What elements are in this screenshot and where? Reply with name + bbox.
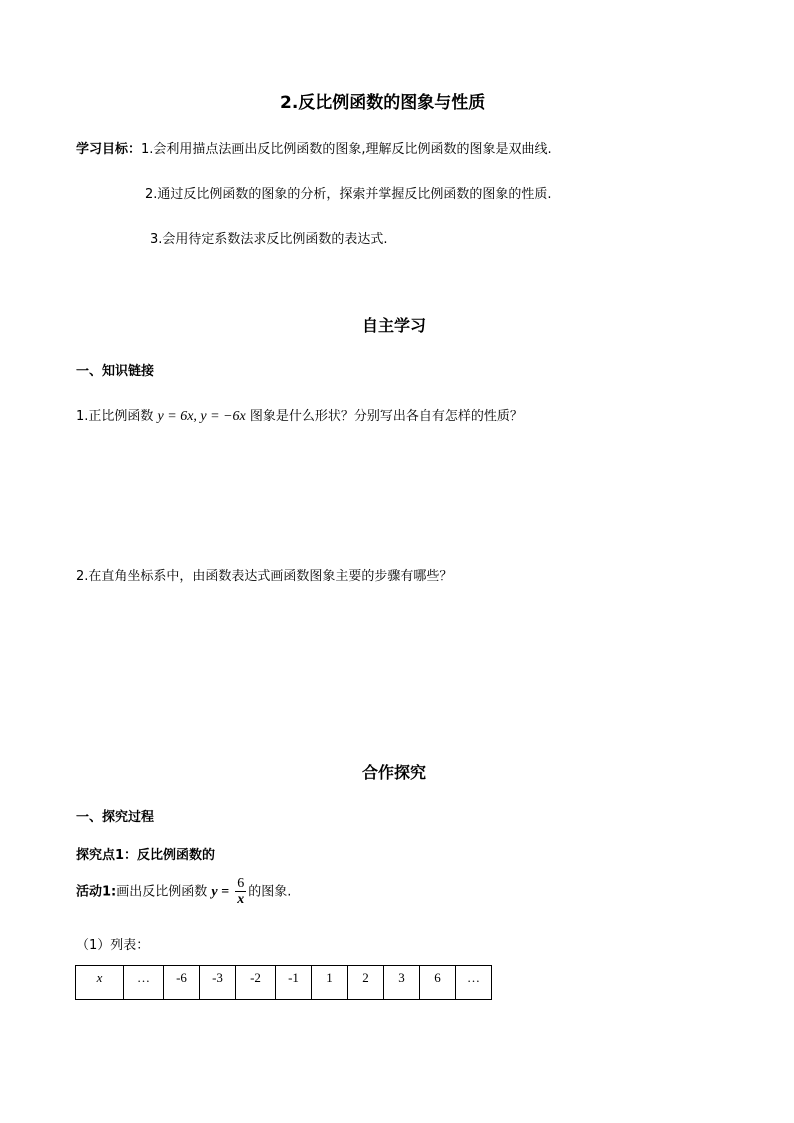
learning-goals-label: 学习目标： xyxy=(76,142,142,157)
activity-1-suffix: 的图象. xyxy=(248,884,292,900)
fraction-numerator: 6 xyxy=(237,876,245,891)
table-cell: … xyxy=(456,966,492,1000)
table-cell: 6 xyxy=(420,966,456,1000)
step-1-list-table: （1）列表： xyxy=(76,938,150,953)
activity-1 xyxy=(76,876,291,908)
table-cell: 3 xyxy=(384,966,420,1000)
table-cell: -3 xyxy=(200,966,236,1000)
table-cell: x xyxy=(76,966,124,1000)
explore-point-1: 探究点1：反比例函数的 xyxy=(76,848,216,863)
goal-item-1: 1.会利用描点法画出反比例函数的图象,理解反比例函数的图象是双曲线. xyxy=(141,142,552,157)
activity-1-prefix: 画出反比例函数 xyxy=(116,884,208,900)
question-1-math: y = 6x, y = −6x xyxy=(157,409,246,424)
table-cell: -2 xyxy=(236,966,276,1000)
table-cell: -1 xyxy=(276,966,312,1000)
activity-1-label: 活动1: xyxy=(76,884,117,900)
fraction-denominator: x xyxy=(237,892,245,908)
table-cell: 2 xyxy=(348,966,384,1000)
fraction-6-over-x xyxy=(235,876,246,908)
value-table xyxy=(75,965,492,1000)
knowledge-link-heading: 一、知识链接 xyxy=(76,364,155,379)
table-cell: 1 xyxy=(312,966,348,1000)
activity-1-y: y = xyxy=(211,884,230,900)
goal-item-3: 3.会用待定系数法求反比例函数的表达式. xyxy=(150,232,388,247)
question-1-prefix: 1.正比例函数 xyxy=(76,409,154,424)
question-2: 2.在直角坐标系中，由函数表达式画函数图象主要的步骤有哪些？ xyxy=(76,569,453,584)
page-title: 2.反比例函数的图象与性质 xyxy=(280,93,486,113)
table-row xyxy=(76,966,492,1000)
table-cell: … xyxy=(124,966,164,1000)
learning-goals-1 xyxy=(76,138,552,157)
coop-heading: 合作探究 xyxy=(362,763,427,782)
question-1 xyxy=(76,405,523,425)
goal-item-2: 2.通过反比例函数的图象的分析，探索并掌握反比例函数的图象的性质. xyxy=(145,187,552,202)
table-cell: -6 xyxy=(164,966,200,1000)
explore-process-heading: 一、探究过程 xyxy=(76,810,155,825)
self-study-heading: 自主学习 xyxy=(362,316,427,335)
question-1-suffix: 图象是什么形状？分别写出各自有怎样的性质？ xyxy=(249,409,523,424)
